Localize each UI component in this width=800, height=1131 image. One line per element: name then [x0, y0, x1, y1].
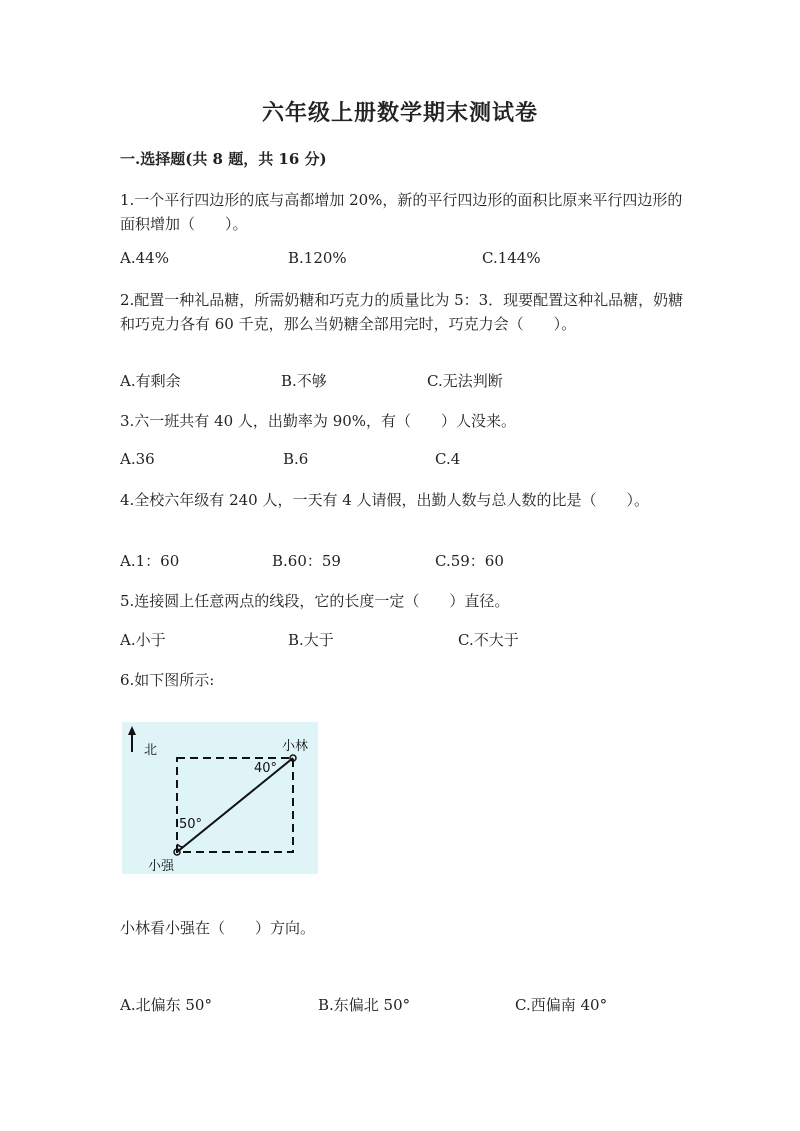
option-a[interactable]: A.小于: [120, 631, 166, 649]
options-q4: [120, 550, 680, 572]
option-a[interactable]: A.36: [120, 450, 155, 468]
options-q5: [120, 629, 680, 651]
option-b[interactable]: B.不够: [281, 372, 327, 390]
options-q6: [120, 994, 680, 1016]
option-b[interactable]: B.大于: [288, 631, 334, 649]
question-1: 1.一个平行四边形的底与高都增加 20%，新的平行四边形的面积比原来平行四边形的面积增加（ ）。: [120, 191, 683, 233]
option-a[interactable]: A.有剩余: [120, 372, 181, 390]
option-a[interactable]: A.44%: [120, 249, 169, 267]
options-q3: [120, 450, 680, 472]
question-5: 5.连接圆上任意两点的线段，它的长度一定（ ）直径。: [120, 592, 510, 610]
option-b[interactable]: B.东偏北 50°: [318, 996, 411, 1014]
option-c[interactable]: C.不大于: [458, 631, 519, 649]
option-a[interactable]: A.北偏东 50°: [120, 996, 212, 1014]
option-a[interactable]: A.1：60: [120, 552, 180, 570]
xiaoqiang-label: 小强: [148, 859, 175, 874]
angle-bottom-label: 50°: [179, 817, 203, 832]
question-3: 3.六一班共有 40 人，出勤率为 90%，有（ ）人没来。: [120, 412, 517, 430]
option-c[interactable]: C.144%: [482, 249, 541, 267]
options-q2: [120, 370, 680, 392]
question-4: 4.全校六年级有 240 人，一天有 4 人请假，出勤人数与总人数的比是（ ）。: [120, 491, 650, 509]
option-b[interactable]: B.60：59: [272, 552, 341, 570]
question-6: 6.如下图所示:: [120, 671, 215, 689]
options-q1: [120, 249, 680, 271]
north-arrow-icon: [128, 726, 136, 752]
direction-figure: [122, 722, 318, 874]
option-b[interactable]: B.120%: [288, 249, 347, 267]
option-c[interactable]: C.59：60: [435, 552, 504, 570]
option-c[interactable]: C.无法判断: [427, 372, 503, 390]
page-title: 六年级上册数学期末测试卷: [261, 100, 538, 126]
option-c[interactable]: C.西偏南 40°: [515, 996, 608, 1014]
north-label: 北: [144, 743, 158, 758]
question-6-followup: 小林看小强在（ ）方向。: [120, 919, 316, 937]
question-2: 2.配置一种礼品糖，所需奶糖和巧克力的质量比为 5：3．现要配置这种礼品糖，奶糖和巧克力各有 60 千克，那么当奶糖全部用完时，巧克力会（ ）。: [120, 291, 684, 333]
option-c[interactable]: C.4: [435, 450, 461, 468]
xiaolin-label: 小林: [282, 739, 309, 754]
angle-top-label: 40°: [254, 761, 278, 776]
option-b[interactable]: B.6: [283, 450, 309, 468]
section-title: 一.选择题(共 8 题，共 16 分): [120, 150, 327, 168]
